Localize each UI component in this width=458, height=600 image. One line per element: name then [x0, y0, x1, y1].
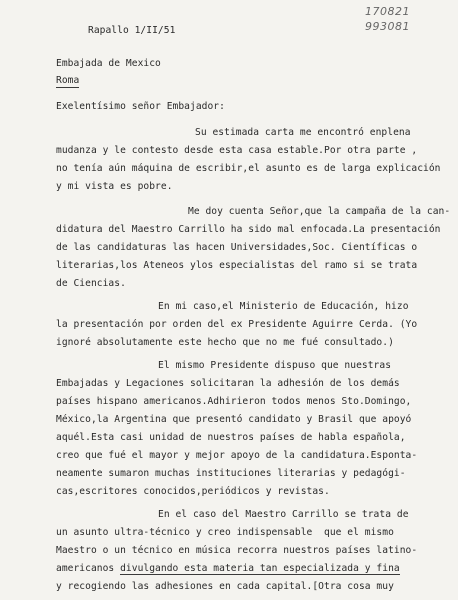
- body-line: y recogiendo las adhesiones en cada capital.[Otra cosa muy: [56, 581, 394, 592]
- body-line: El mismo Presidente dispuso que nuestras: [158, 360, 392, 371]
- body-line: de las candidaturas las hacen Universidades,Soc. Científicas o: [56, 242, 418, 253]
- archive-number-2: 993081: [365, 20, 410, 33]
- body-line: y mi vista es pobre.: [56, 181, 173, 192]
- body-line: Su estimada carta me encontró enplena: [195, 127, 411, 138]
- body-line: [56, 563, 400, 575]
- body-line: no tenía aún máquina de escribir,el asunto es de larga explicación: [56, 163, 441, 174]
- body-line: creo que fué el mayor y mejor apoyo de la candidatura.Esponta-: [56, 450, 418, 461]
- recipient: Embajada de Mexico: [56, 58, 161, 69]
- body-line: Embajadas y Legaciones solicitaran la adhesión de los demás: [56, 378, 400, 389]
- body-line: aquél.Esta casi unidad de nuestros países de habla española,: [56, 432, 406, 443]
- body-line-lead: americanos: [56, 563, 121, 574]
- body-line: En mi caso,el Ministerio de Educación, hizo: [158, 301, 409, 312]
- body-line: la presentación por orden del ex Presidente Aguirre Cerda. (Yo: [56, 319, 418, 330]
- salutation: Exelentísimo señor Embajador:: [56, 101, 225, 112]
- body-line: Me doy cuenta Señor,que la campaña de la can-: [188, 206, 451, 217]
- body-line: literarias,los Ateneos ylos especialistas del ramo si se trata: [56, 260, 418, 271]
- body-line: ignoré absolutamente este hecho que no me fué consultado.): [56, 337, 394, 348]
- body-line: de Ciencias.: [56, 278, 126, 289]
- body-line: cas,escritores conocidos,periódicos y revistas.: [56, 486, 330, 497]
- underlined-phrase: divulgando esta materia tan especializada y fina: [120, 563, 400, 574]
- body-line: En el caso del Maestro Carrillo se trata de: [158, 509, 409, 520]
- body-line: un asunto ultra-técnico y creo indispensable que el mismo: [56, 527, 394, 538]
- archive-number-1: 170821: [365, 5, 410, 18]
- body-line: mudanza y le contesto desde esta casa estable.Por otra parte ,: [56, 145, 418, 156]
- body-line: didatura del Maestro Carrillo ha sido mal enfocada.La presentación: [56, 224, 441, 235]
- dateline: Rapallo 1/II/51: [88, 25, 176, 36]
- body-line: Maestro o un técnico en música recorra nuestros países latino-: [56, 545, 418, 556]
- body-line: neamente sumaron muchas instituciones literarias y pedagógi-: [56, 468, 406, 479]
- body-line: México,la Argentina que presentó candidato y Brasil que apoyó: [56, 414, 412, 425]
- body-line: países hispano americanos.Adhirieron todos menos Sto.Domingo,: [56, 396, 412, 407]
- recipient-city: Roma: [56, 75, 80, 86]
